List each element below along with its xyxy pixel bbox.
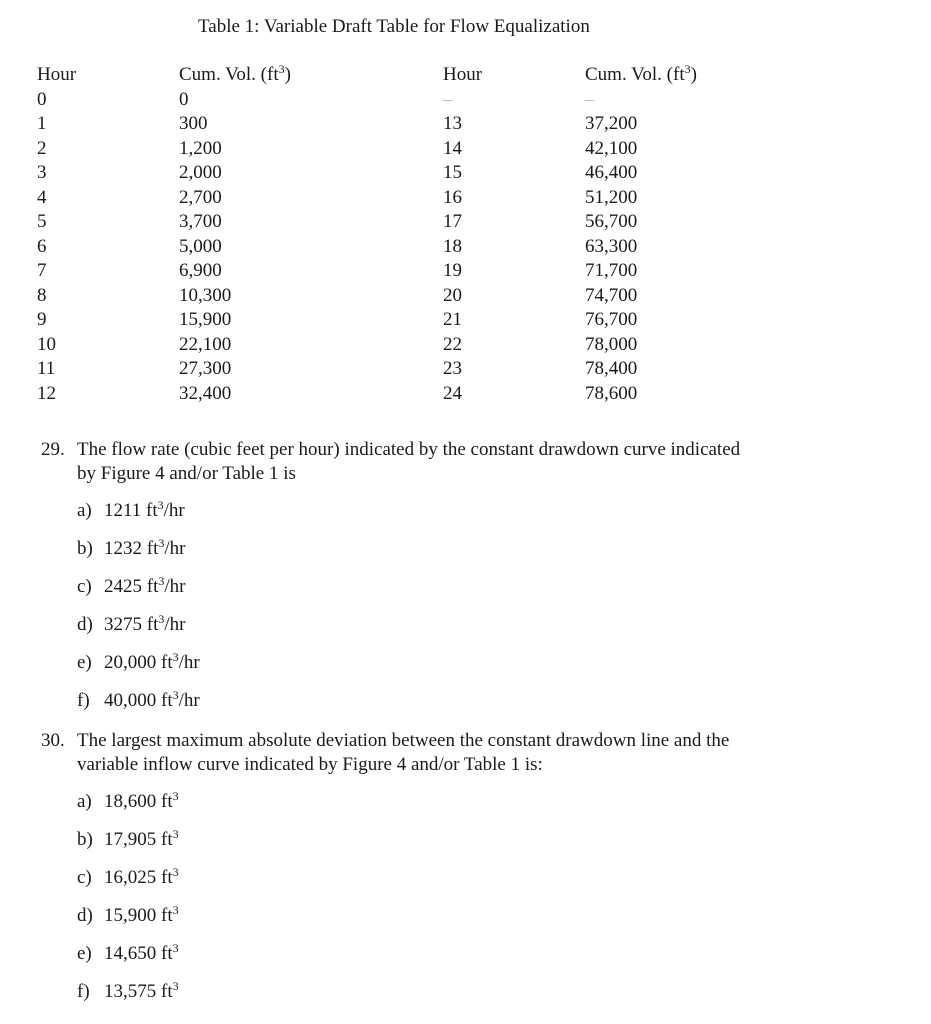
cum-vol-cell: 15,900 bbox=[179, 309, 232, 330]
answer-option[interactable] bbox=[0, 682, 931, 720]
question-29 bbox=[0, 438, 931, 720]
table-row bbox=[0, 186, 931, 211]
cum-vol-cell: 74,700 bbox=[585, 284, 638, 306]
cum-vol-cell: 32,400 bbox=[179, 382, 232, 404]
question-text: The flow rate (cubic feet per hour) indicated by the constant drawdown curve indicated bbox=[77, 439, 741, 460]
cum-vol-cell: 22,100 bbox=[179, 333, 232, 355]
cum-vol-cell: 71,700 bbox=[585, 260, 638, 281]
option-value: 20,000 $ft^3/hr$ bbox=[104, 650, 200, 673]
hour-cell: 22 bbox=[443, 333, 462, 355]
cum-vol-cell: 42,100 bbox=[585, 137, 638, 159]
option-value: 3275 $ft^3/hr$ bbox=[104, 612, 186, 635]
cum-vol-cell: 10,300 bbox=[179, 284, 232, 306]
option-value: 15,900 $ft^3$ bbox=[104, 903, 179, 926]
option-letter: c) bbox=[77, 576, 92, 597]
question-text: by Figure 4 and/or Table 1 is bbox=[77, 463, 296, 484]
hour-cell: 6 bbox=[37, 235, 47, 257]
hour-cell: 10 bbox=[37, 333, 56, 355]
header-hour-left: Hour bbox=[37, 64, 77, 85]
option-letter: d) bbox=[77, 614, 93, 635]
option-value: 18,600 $ft^3$ bbox=[104, 789, 179, 812]
cum-vol-cell: 5,000 bbox=[179, 235, 222, 257]
option-value: 1232 $ft^3/hr$ bbox=[104, 536, 186, 559]
hour-cell: – bbox=[443, 88, 453, 110]
table-row bbox=[0, 161, 931, 186]
answer-option[interactable] bbox=[0, 530, 931, 568]
answer-option[interactable] bbox=[0, 859, 931, 897]
hour-cell: 7 bbox=[37, 260, 47, 281]
table-row bbox=[0, 210, 931, 235]
table-row bbox=[0, 112, 931, 137]
cum-vol-cell: 78,000 bbox=[585, 333, 638, 355]
option-letter: b) bbox=[77, 538, 93, 559]
cum-vol-cell: 46,400 bbox=[585, 162, 638, 183]
hour-cell: 9 bbox=[37, 309, 47, 330]
hour-cell: 14 bbox=[443, 137, 462, 159]
flow-equalization-table bbox=[0, 63, 931, 406]
cum-vol-cell: 1,200 bbox=[179, 137, 222, 159]
hour-cell: 13 bbox=[443, 113, 462, 134]
answer-option[interactable] bbox=[0, 973, 931, 1011]
table-caption: Table 1: Variable Draft Table for Flow Equalization bbox=[198, 16, 590, 37]
hour-cell: 15 bbox=[443, 162, 462, 183]
table-row bbox=[0, 308, 931, 333]
cum-vol-cell: 51,200 bbox=[585, 186, 638, 208]
answer-option[interactable] bbox=[0, 606, 931, 644]
question-text-line bbox=[0, 438, 931, 462]
table-row bbox=[0, 333, 931, 358]
option-value: 40,000 $ft^3/hr$ bbox=[104, 688, 200, 711]
table-row bbox=[0, 235, 931, 260]
table-row bbox=[0, 284, 931, 309]
option-letter: c) bbox=[77, 867, 92, 888]
option-letter: e) bbox=[77, 652, 92, 673]
hour-cell: 8 bbox=[37, 284, 47, 306]
question-text-line bbox=[0, 462, 931, 486]
hour-cell: 18 bbox=[443, 235, 462, 257]
table-row bbox=[0, 137, 931, 162]
cum-vol-cell: 3,700 bbox=[179, 211, 222, 232]
option-letter: b) bbox=[77, 829, 93, 850]
header-cum-vol-right: Cum. Vol. $(ft^3)$ bbox=[585, 62, 697, 85]
answer-option[interactable] bbox=[0, 783, 931, 821]
hour-cell: 11 bbox=[37, 358, 56, 379]
cum-vol-cell: 27,300 bbox=[179, 358, 232, 379]
hour-cell: 20 bbox=[443, 284, 462, 306]
question-text: variable inflow curve indicated by Figure 4 and/or Table 1 is: bbox=[77, 754, 543, 775]
hour-cell: 17 bbox=[443, 211, 462, 232]
cum-vol-cell: – bbox=[585, 88, 595, 110]
table-row bbox=[0, 88, 931, 113]
hour-cell: 24 bbox=[443, 382, 462, 404]
cum-vol-cell: 76,700 bbox=[585, 309, 638, 330]
hour-cell: 4 bbox=[37, 186, 47, 208]
table-row bbox=[0, 382, 931, 407]
option-letter: e) bbox=[77, 943, 92, 964]
cum-vol-cell: 56,700 bbox=[585, 211, 638, 232]
answer-option[interactable] bbox=[0, 821, 931, 859]
hour-cell: 5 bbox=[37, 211, 47, 232]
option-letter: a) bbox=[77, 791, 92, 812]
cum-vol-cell: 6,900 bbox=[179, 260, 222, 281]
hour-cell: 16 bbox=[443, 186, 462, 208]
option-value: 16,025 $ft^3$ bbox=[104, 865, 179, 888]
hour-cell: 3 bbox=[37, 162, 47, 183]
cum-vol-cell: 0 bbox=[179, 88, 189, 110]
answer-option[interactable] bbox=[0, 492, 931, 530]
option-value: 17,905 $ft^3$ bbox=[104, 827, 179, 850]
question-number: 29. bbox=[41, 439, 65, 460]
question-30 bbox=[0, 729, 931, 1011]
cum-vol-cell: 2,000 bbox=[179, 162, 222, 183]
hour-cell: 21 bbox=[443, 309, 462, 330]
header-hour-right: Hour bbox=[443, 64, 483, 85]
answer-option[interactable] bbox=[0, 897, 931, 935]
option-value: 14,650 $ft^3$ bbox=[104, 941, 179, 964]
cum-vol-cell: 300 bbox=[179, 113, 208, 134]
table-row bbox=[0, 259, 931, 284]
cum-vol-cell: 78,600 bbox=[585, 382, 638, 404]
option-letter: f) bbox=[77, 981, 90, 1002]
question-number: 30. bbox=[41, 730, 65, 751]
cum-vol-cell: 37,200 bbox=[585, 113, 638, 134]
answer-option[interactable] bbox=[0, 935, 931, 973]
option-value: 2425 $ft^3/hr$ bbox=[104, 574, 186, 597]
hour-cell: 0 bbox=[37, 88, 47, 110]
option-letter: d) bbox=[77, 905, 93, 926]
table-body bbox=[0, 88, 931, 407]
table-header-row bbox=[0, 63, 931, 88]
hour-cell: 23 bbox=[443, 358, 462, 379]
table-row bbox=[0, 357, 931, 382]
header-cum-vol-left: Cum. Vol. $(ft^3)$ bbox=[179, 62, 291, 85]
cum-vol-cell: 63,300 bbox=[585, 235, 638, 257]
hour-cell: 1 bbox=[37, 113, 47, 134]
cum-vol-cell: 2,700 bbox=[179, 186, 222, 208]
option-value: 1211 $ft^3/hr$ bbox=[104, 498, 185, 521]
hour-cell: 12 bbox=[37, 382, 56, 404]
hour-cell: 2 bbox=[37, 137, 47, 159]
option-letter: a) bbox=[77, 500, 92, 521]
question-text-line bbox=[0, 729, 931, 753]
hour-cell: 19 bbox=[443, 260, 462, 281]
cum-vol-cell: 78,400 bbox=[585, 358, 638, 379]
question-text-line bbox=[0, 753, 931, 777]
answer-option[interactable] bbox=[0, 568, 931, 606]
question-text: The largest maximum absolute deviation between the constant drawdown line and the bbox=[77, 730, 730, 751]
option-value: 13,575 $ft^3$ bbox=[104, 979, 179, 1002]
option-letter: f) bbox=[77, 690, 90, 711]
answer-option[interactable] bbox=[0, 644, 931, 682]
